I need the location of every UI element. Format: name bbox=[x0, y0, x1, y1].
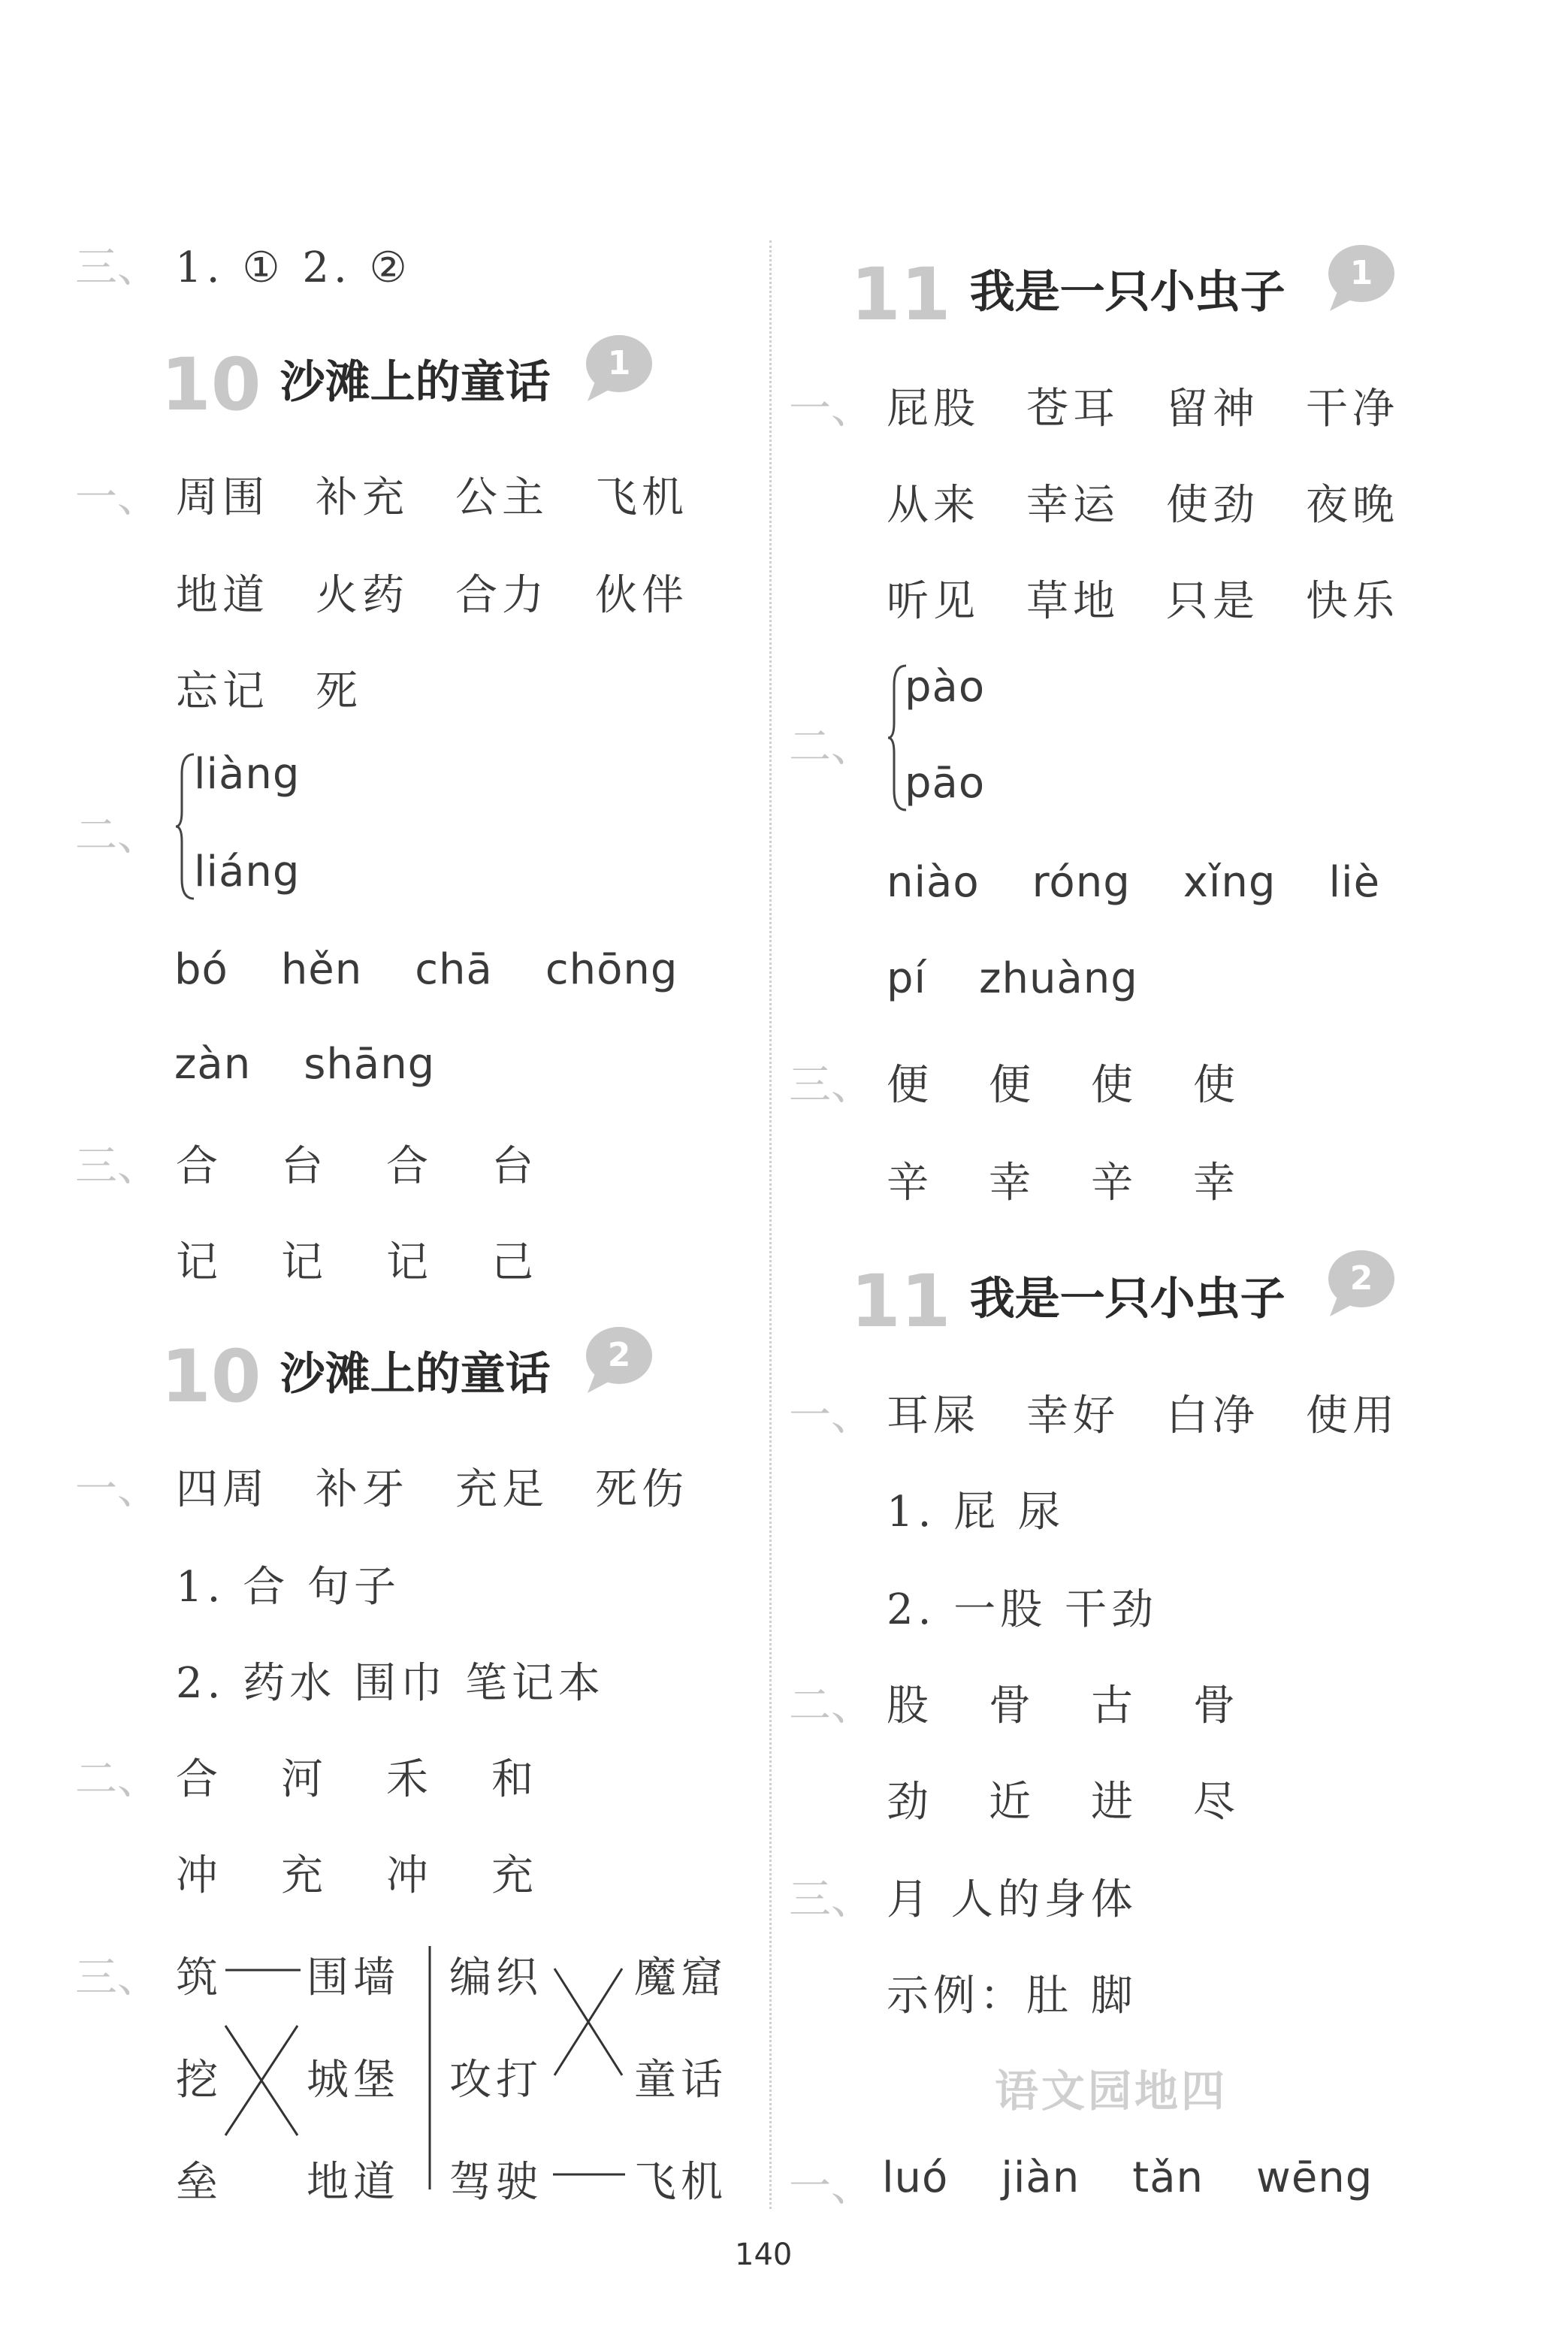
match-mid-left: 围墙 bbox=[307, 1954, 400, 2002]
pinyin: hěn bbox=[280, 945, 363, 994]
char: 骨 bbox=[989, 1682, 1035, 1730]
char: 河 bbox=[281, 1755, 328, 1804]
question-1 bbox=[789, 2153, 873, 2214]
char: 合 bbox=[176, 1755, 222, 1804]
char: 合 bbox=[386, 1142, 433, 1191]
question-3 bbox=[789, 1052, 873, 1112]
answer-subline: 2. 一股 干劲 bbox=[887, 1585, 1159, 1634]
match-mid-left: 城堡 bbox=[307, 2056, 400, 2105]
word: 苍耳 bbox=[1026, 385, 1119, 434]
char: 冲 bbox=[176, 1851, 222, 1900]
badge-number: 1 bbox=[1349, 254, 1373, 292]
char: 股 bbox=[887, 1682, 933, 1730]
word: 周围 bbox=[176, 473, 269, 522]
char: 辛 bbox=[887, 1159, 933, 1207]
word: 忘记 bbox=[176, 667, 269, 716]
answer-row bbox=[887, 954, 1191, 1003]
char: 古 bbox=[1091, 1682, 1137, 1730]
section-mark: 三、 bbox=[75, 243, 159, 292]
lesson-number: 11 bbox=[850, 1259, 951, 1343]
section-mark: 一、 bbox=[789, 2162, 873, 2211]
answer-row bbox=[887, 472, 1446, 532]
section-mark: 二、 bbox=[789, 723, 873, 772]
answer-subline: 1. 屁 尿 bbox=[887, 1488, 1065, 1537]
word: 公主 bbox=[455, 473, 548, 522]
match-left: 挖 bbox=[176, 2056, 222, 2105]
char: 尽 bbox=[1193, 1778, 1240, 1827]
match-right: 魔窟 bbox=[634, 1954, 727, 2002]
lesson-number: 10 bbox=[161, 1334, 261, 1419]
answer-row bbox=[887, 1150, 1295, 1210]
question-1 bbox=[789, 1382, 873, 1443]
word: 耳屎 bbox=[887, 1392, 980, 1440]
word: 火药 bbox=[316, 571, 409, 620]
answer-row bbox=[887, 568, 1446, 628]
match-mid-left: 地道 bbox=[307, 2158, 400, 2207]
char: 己 bbox=[491, 1238, 538, 1287]
match-left: 筑 bbox=[176, 1954, 222, 2002]
page-number: 140 bbox=[735, 2238, 793, 2272]
char: 劲 bbox=[887, 1778, 933, 1827]
word: 死 bbox=[316, 667, 362, 716]
char: 记 bbox=[176, 1238, 222, 1287]
pinyin: róng bbox=[1032, 858, 1131, 907]
char: 记 bbox=[281, 1238, 328, 1287]
char: 辛 bbox=[1091, 1159, 1137, 1207]
char: 便 bbox=[989, 1061, 1035, 1110]
word: 夜晚 bbox=[1306, 481, 1399, 530]
section-title: 语文园地四 bbox=[995, 2065, 1228, 2117]
match-right: 童话 bbox=[634, 2056, 727, 2105]
char: 幸 bbox=[989, 1159, 1035, 1207]
lesson-number: 11 bbox=[850, 252, 951, 337]
column-divider bbox=[769, 240, 772, 2209]
badge-number: 2 bbox=[607, 1336, 631, 1374]
char: 合 bbox=[176, 1142, 222, 1191]
word: 草地 bbox=[1026, 577, 1119, 626]
word: 补牙 bbox=[316, 1465, 409, 1514]
question-1 bbox=[789, 376, 873, 436]
section-mark: 三、 bbox=[75, 1954, 159, 2002]
speech-bubble-badge-icon bbox=[1322, 239, 1397, 314]
badge-number: 2 bbox=[1349, 1259, 1373, 1298]
char: 充 bbox=[281, 1851, 328, 1900]
word: 留神 bbox=[1166, 385, 1259, 434]
word: 从来 bbox=[887, 481, 980, 530]
char: 近 bbox=[989, 1778, 1035, 1827]
char: 便 bbox=[887, 1061, 933, 1110]
section-mark: 一、 bbox=[75, 473, 159, 522]
answer-row bbox=[887, 1769, 1295, 1829]
pinyin: luó bbox=[882, 2153, 949, 2202]
word: 充足 bbox=[455, 1465, 548, 1514]
answer-row bbox=[882, 2153, 1425, 2202]
answer-row bbox=[887, 1382, 1446, 1443]
lesson-heading bbox=[850, 252, 1286, 337]
word: 伙伴 bbox=[595, 571, 688, 620]
match-mid-right: 编织 bbox=[449, 1954, 542, 2002]
pinyin: liáng bbox=[194, 848, 301, 896]
char: 充 bbox=[491, 1851, 538, 1900]
word: 飞机 bbox=[595, 473, 688, 522]
pinyin: chā bbox=[415, 945, 493, 994]
char: 台 bbox=[281, 1142, 328, 1191]
answer-row bbox=[887, 1052, 1295, 1112]
match-right: 飞机 bbox=[634, 2158, 727, 2207]
char: 冲 bbox=[386, 1851, 433, 1900]
pinyin: jiàn bbox=[1001, 2153, 1080, 2202]
answer-subline: 示例：肚 脚 bbox=[887, 1972, 1137, 2020]
question-2 bbox=[789, 1673, 873, 1733]
lesson-heading bbox=[850, 1259, 1286, 1343]
answer-subline: 2. 药水 围巾 笔记本 bbox=[176, 1659, 605, 1708]
section-mark: 二、 bbox=[75, 1755, 159, 1804]
word: 幸好 bbox=[1026, 1392, 1119, 1440]
answer-row bbox=[887, 858, 1433, 907]
pinyin: shāng bbox=[304, 1040, 436, 1089]
answer-subline: 月 人的身体 bbox=[887, 1875, 1137, 1924]
section-mark: 一、 bbox=[789, 385, 873, 434]
section-mark: 一、 bbox=[75, 1465, 159, 1514]
word: 快乐 bbox=[1306, 577, 1399, 626]
answer-subline: 1. 合 句子 bbox=[176, 1563, 401, 1612]
char: 进 bbox=[1091, 1778, 1137, 1827]
answer-row bbox=[887, 1673, 1295, 1733]
section-mark: 三、 bbox=[75, 1142, 159, 1191]
word: 死伤 bbox=[595, 1465, 688, 1514]
section-mark: 三、 bbox=[789, 1875, 873, 1924]
pinyin: liè bbox=[1328, 858, 1381, 907]
match-mid-right: 驾驶 bbox=[449, 2158, 542, 2207]
lesson-title: 沙滩上的童话 bbox=[279, 356, 551, 409]
matching-lines bbox=[0, 0, 766, 2351]
question-3 bbox=[789, 1866, 873, 1926]
pinyin: niào bbox=[887, 858, 980, 907]
pinyin: chōng bbox=[545, 945, 678, 994]
word: 合力 bbox=[455, 571, 548, 620]
word: 四周 bbox=[176, 1465, 269, 1514]
lesson-title: 我是一只小虫子 bbox=[969, 1273, 1286, 1325]
question-2 bbox=[789, 714, 873, 774]
word: 屁股 bbox=[887, 385, 980, 434]
word: 只是 bbox=[1166, 577, 1259, 626]
speech-bubble-badge-icon bbox=[1322, 1244, 1397, 1319]
char: 记 bbox=[386, 1238, 433, 1287]
pinyin: wēng bbox=[1256, 2153, 1373, 2202]
word: 使劲 bbox=[1166, 481, 1259, 530]
pinyin: tǎn bbox=[1132, 2153, 1204, 2202]
section-mark: 一、 bbox=[789, 1392, 873, 1440]
word: 幸运 bbox=[1026, 481, 1119, 530]
char: 幸 bbox=[1193, 1159, 1240, 1207]
lesson-number: 10 bbox=[161, 343, 261, 427]
pinyin: zhuàng bbox=[979, 954, 1138, 1003]
match-left: 垒 bbox=[176, 2158, 222, 2207]
word: 地道 bbox=[176, 571, 269, 620]
pinyin: pāo bbox=[905, 759, 986, 808]
lesson-title: 我是一只小虫子 bbox=[969, 266, 1286, 319]
lesson-title: 沙滩上的童话 bbox=[279, 1348, 551, 1401]
pinyin: pí bbox=[887, 954, 927, 1003]
section-mark: 二、 bbox=[789, 1682, 873, 1730]
char: 使 bbox=[1091, 1061, 1137, 1110]
char: 禾 bbox=[386, 1755, 433, 1804]
char: 台 bbox=[491, 1142, 538, 1191]
badge-number: 1 bbox=[607, 344, 631, 382]
word: 补充 bbox=[316, 473, 409, 522]
answer-text: 1. ① 2. ② bbox=[175, 243, 412, 292]
section-mark: 三、 bbox=[789, 1061, 873, 1110]
word: 听见 bbox=[887, 577, 980, 626]
char: 和 bbox=[491, 1755, 538, 1804]
pinyin: bó bbox=[174, 945, 228, 994]
pinyin: zàn bbox=[174, 1040, 252, 1089]
pinyin: liàng bbox=[194, 750, 301, 799]
char: 骨 bbox=[1193, 1682, 1240, 1730]
section-mark: 二、 bbox=[75, 811, 159, 860]
pinyin: xǐng bbox=[1183, 858, 1276, 907]
word: 使用 bbox=[1306, 1392, 1399, 1440]
pinyin: pào bbox=[905, 663, 986, 712]
word: 白净 bbox=[1166, 1392, 1259, 1440]
word: 干净 bbox=[1306, 385, 1399, 434]
char: 使 bbox=[1193, 1061, 1240, 1110]
match-mid-right: 攻打 bbox=[449, 2056, 542, 2105]
answer-row bbox=[887, 376, 1446, 436]
